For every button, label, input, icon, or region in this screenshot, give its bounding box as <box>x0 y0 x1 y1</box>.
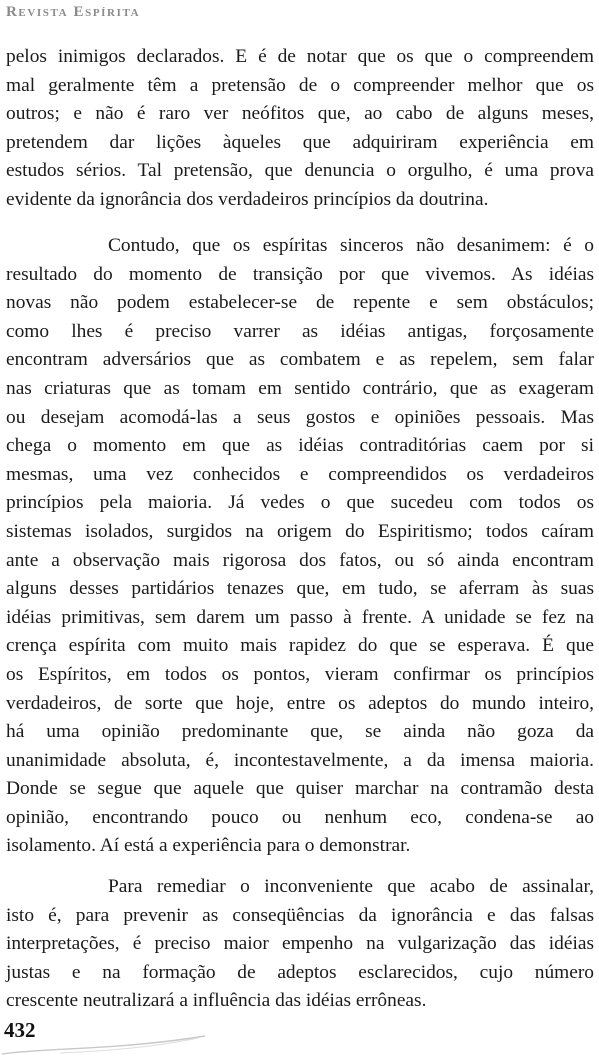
text-line: evidente da ignorância dos verdadeiros princípios da doutrina. <box>6 188 489 210</box>
paragraph-1 <box>6 43 594 215</box>
text-line: mesmas, uma vez conhecidos e compreendidos os verdadeiros <box>6 463 594 485</box>
text-line: encontram adversários que as combatem e as repelem, sem falar <box>6 349 594 371</box>
text-line: princípios pela maioria. Já vedes o que sucedeu com todos os <box>6 492 594 514</box>
text-line: opinião, encontrando pouco ou nenhum eco, condena-se ao <box>6 806 594 828</box>
text-line: resultado do momento de transição por que vivemos. As idéias <box>6 263 594 285</box>
text-line: nas criaturas que as tomam em sentido contrário, que as exageram <box>6 377 594 399</box>
text-line: isto é, para prevenir as conseqüências da ignorância e das falsas <box>6 904 594 926</box>
text-line: Contudo, que os espíritas sinceros não desanimem: é o <box>108 235 594 256</box>
text-line: unanimidade absoluta, é, incontestavelmente, a da imensa maioria. <box>6 749 594 771</box>
text-line: novas não podem estabelecer-se de repente e sem obstáculos; <box>6 292 594 314</box>
text-line: sistemas isolados, surgidos na origem do Espiritismo; todos caíram <box>6 520 594 542</box>
text-line: chega o momento em que as idéias contraditórias caem por si <box>6 435 594 457</box>
text-line: estudos sérios. Tal pretensão, que denuncia o orgulho, é uma prova <box>6 160 594 182</box>
text-line: pelos inimigos declarados. E é de notar que os que o compreendem <box>6 46 594 67</box>
text-line: ou desejam acomodá-las a seus gostos e opiniões pessoais. Mas <box>6 406 594 428</box>
text-line: outros; e não é raro ver neófitos que, ao cabo de alguns meses, <box>6 103 594 125</box>
text-line: pretendem dar lições àqueles que adquiriram experiência em <box>6 131 594 153</box>
text-line: crescente neutralizará a influência das idéias errôneas. <box>6 990 427 1012</box>
text-line: Donde se segue que aquele que quiser marchar na contramão desta <box>6 778 594 800</box>
page-number: 432 <box>4 1018 36 1042</box>
paragraph-3 <box>6 873 594 1016</box>
running-header: Revista Espírita <box>6 4 141 20</box>
text-line: como lhes é preciso varrer as idéias antigas, forçosamente <box>6 320 594 342</box>
text-line: Para remediar o inconveniente que acabo de assinalar, <box>108 876 594 897</box>
text-line: crença espírita com muito mais rapidez do que se esperava. É que <box>6 635 594 657</box>
text-line: mal geralmente têm a pretensão de o compreender melhor que os <box>6 74 594 96</box>
text-line: justas e na formação de adeptos esclarecidos, cujo número <box>6 961 594 983</box>
text-line: verdadeiros, de sorte que hoje, entre os adeptos do mundo inteiro, <box>6 692 594 714</box>
text-line: isolamento. Aí está a experiência para o demonstrar. <box>6 835 411 857</box>
paragraph-2 <box>6 232 594 861</box>
text-line: idéias primitivas, sem darem um passo à frente. A unidade se fez na <box>6 606 594 628</box>
text-line: há uma opinião predominante que, se ainda não goza da <box>6 721 594 743</box>
text-line: ante a observação mais rigorosa dos fatos, ou só ainda encontram <box>6 549 594 571</box>
text-line: interpretações, é preciso maior empenho na vulgarização das idéias <box>6 933 594 955</box>
text-line: alguns desses partidários tenazes que, em tudo, se aferram às suas <box>6 578 594 600</box>
text-line: os Espíritos, em todos os pontos, vieram confirmar os princípios <box>6 663 594 685</box>
